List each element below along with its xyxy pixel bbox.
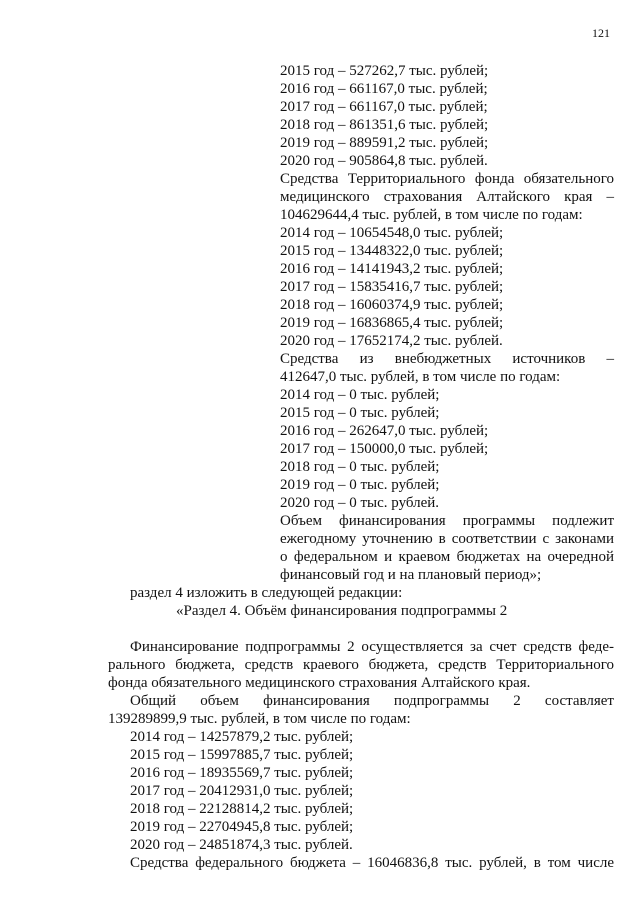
- top-year-line-2018: 2018 год – 861351,6 тыс. рублей;: [280, 117, 489, 133]
- top-year-line-2016: 2016 год – 661167,0 тыс. рублей;: [280, 81, 488, 97]
- tfoms-line: Средства Территориального фонда обязательного: [280, 171, 614, 187]
- offbudget-year-line: 2019 год – 0 тыс. рублей;: [280, 477, 440, 493]
- total-paragraph: [108, 692, 614, 728]
- volume-note-line: о федеральном и краевом бюджетах на очередной: [280, 549, 614, 565]
- offbudget-year-line: 2020 год – 0 тыс. рублей.: [280, 495, 440, 511]
- total-year-line: 2019 год – 22704945,8 тыс. рублей;: [130, 819, 354, 835]
- total-year-line: 2016 год – 18935569,7 тыс. рублей;: [130, 765, 354, 781]
- section-title: «Раздел 4. Объём финансирования подпрограммы 2: [176, 603, 508, 619]
- top-year-line-2020: 2020 год – 905864,8 тыс. рублей.: [280, 153, 488, 169]
- top-year-line-2015: 2015 год – 527262,7 тыс. рублей;: [280, 63, 489, 79]
- offbudget-year-line: 2017 год – 150000,0 тыс. рублей;: [280, 441, 489, 457]
- offbudget-year-line: 2016 год – 262647,0 тыс. рублей;: [280, 423, 489, 439]
- volume-note-line: ежегодному уточнению в соответствии с законами: [280, 531, 614, 547]
- tfoms-year-line: 2020 год – 17652174,2 тыс. рублей.: [280, 333, 503, 349]
- tfoms-line: медицинского страхования Алтайского края –: [280, 189, 614, 205]
- total-year-line: 2014 год – 14257879,2 тыс. рублей;: [130, 729, 354, 745]
- offbudget-line: Средства из внебюджетных источников –: [280, 351, 614, 367]
- federal-line: Средства федерального бюджета – 16046836,8 тыс. рублей, в том числе: [130, 855, 614, 871]
- financing-line: Финансирование подпрограммы 2 осуществляется за счет средств феде-: [130, 639, 614, 655]
- total-year-line: 2015 год – 15997885,7 тыс. рублей;: [130, 747, 354, 763]
- tfoms-paragraph: [280, 170, 614, 224]
- federal-paragraph: [108, 854, 614, 872]
- volume-note-line: финансовый год и на плановый период»;: [280, 567, 542, 583]
- offbudget-year-line: 2015 год – 0 тыс. рублей;: [280, 405, 440, 421]
- volume-note-line: Объем финансирования программы подлежит: [280, 513, 614, 529]
- offbudget-year-line: 2018 год – 0 тыс. рублей;: [280, 459, 440, 475]
- offbudget-line: 412647,0 тыс. рублей, в том числе по годам:: [280, 369, 561, 385]
- tfoms-line: 104629644,4 тыс. рублей, в том числе по годам:: [280, 207, 583, 223]
- tfoms-year-line: 2016 год – 14141943,2 тыс. рублей;: [280, 261, 504, 277]
- tfoms-year-line: 2019 год – 16836865,4 тыс. рублей;: [280, 315, 504, 331]
- page-number: 121: [592, 26, 610, 40]
- tfoms-year-line: 2017 год – 15835416,7 тыс. рублей;: [280, 279, 504, 295]
- offbudget-year-line: 2014 год – 0 тыс. рублей;: [280, 387, 440, 403]
- total-years-list: [130, 728, 353, 854]
- total-line: 139289899,9 тыс. рублей, в том числе по годам:: [108, 711, 411, 727]
- offbudget-paragraph: [280, 350, 614, 386]
- volume-note-paragraph: [280, 512, 614, 584]
- tfoms-year-line: 2014 год – 10654548,0 тыс. рублей;: [280, 225, 504, 241]
- financing-paragraph: [108, 638, 614, 692]
- total-year-line: 2017 год – 20412931,0 тыс. рублей;: [130, 783, 354, 799]
- tfoms-year-line: 2018 год – 16060374,9 тыс. рублей;: [280, 297, 504, 313]
- top-year-line-2017: 2017 год – 661167,0 тыс. рублей;: [280, 99, 488, 115]
- total-year-line: 2020 год – 24851874,3 тыс. рублей.: [130, 837, 353, 853]
- tfoms-year-line: 2015 год – 13448322,0 тыс. рублей;: [280, 243, 504, 259]
- financing-line: рального бюджета, средств краевого бюджета, средств Территориального: [108, 657, 614, 673]
- section-intro: раздел 4 изложить в следующей редакции:: [130, 585, 403, 601]
- financing-line: фонда обязательного медицинского страхования Алтайского края.: [108, 675, 531, 691]
- top-year-line-2019: 2019 год – 889591,2 тыс. рублей;: [280, 135, 489, 151]
- total-line: Общий объем финансирования подпрограммы 2 составляет: [130, 693, 614, 709]
- total-year-line: 2018 год – 22128814,2 тыс. рублей;: [130, 801, 354, 817]
